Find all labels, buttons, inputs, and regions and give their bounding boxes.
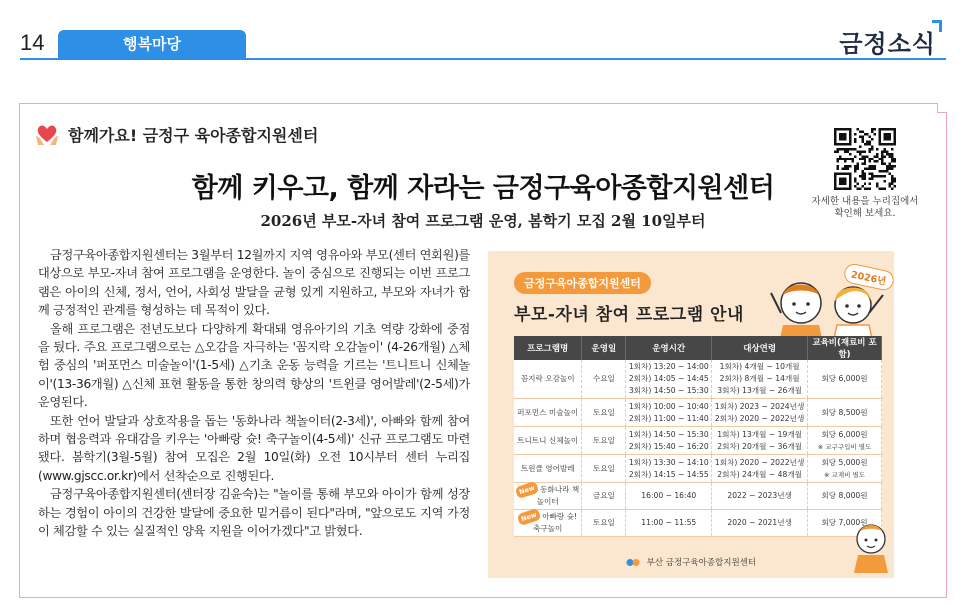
section-tab: 행복마당 <box>58 30 246 58</box>
qr-module <box>869 178 871 180</box>
program-fee-cell <box>808 455 882 483</box>
qr-module <box>864 155 866 157</box>
table-row <box>514 455 882 483</box>
program-times-cell <box>626 510 712 537</box>
program-times-line: 2회차) 11:00 ~ 11:40 <box>628 413 709 423</box>
qr-module <box>874 165 876 167</box>
program-ages-cell <box>712 455 808 483</box>
qr-module <box>864 183 866 185</box>
new-badge: New <box>517 508 541 526</box>
program-day: 금요일 <box>582 483 626 510</box>
qr-module <box>856 183 858 185</box>
magazine-title: 금정소식 <box>839 30 936 58</box>
qr-module <box>884 170 886 172</box>
program-times-cell <box>626 483 712 510</box>
body-paragraph: 또한 언어 발달과 상호작용을 돕는 '동화나라 책놀이터(2-3세)', 아빠와 함께 참여하며 협응력과 유대감을 키우는 '아빠랑 슛! 축구놀이(4-5세)' 신규 프로그램도 마련됐다. 봄학기(3월-5월) 참여 모집은 2월 10일(화) 오전 10시부터 센터 누리집(www.gjscc.or.kr)에서 선착순으로 진행된다. <box>38 413 470 483</box>
program-ages-line: 2회차) 24개월 ~ 48개월 <box>717 469 802 479</box>
qr-module <box>881 170 883 172</box>
qr-module <box>864 143 866 145</box>
qr-module <box>881 163 883 165</box>
qr-module <box>836 168 838 170</box>
qr-module <box>861 150 863 152</box>
qr-module <box>851 148 853 150</box>
qr-caption: 자세한 내용을 누리집에서 확인해 보세요. <box>811 196 919 219</box>
qr-module <box>861 135 863 137</box>
center-logo-icon <box>626 558 640 567</box>
qr-module <box>864 175 866 177</box>
qr-module <box>869 160 871 162</box>
program-fee-cell <box>808 427 882 455</box>
program-ages-line: 2022 ~ 2023년생 <box>727 491 792 500</box>
program-ages-line: 2회차) 8개월 ~ 14개월 <box>719 374 800 383</box>
qr-module <box>871 138 873 140</box>
qr-module <box>889 155 891 157</box>
qr-module <box>854 165 856 167</box>
qr-finder <box>884 133 891 140</box>
qr-module <box>876 185 878 187</box>
qr-module <box>869 173 871 175</box>
column-header: 교육비(재료비 포함) <box>808 336 882 360</box>
heart-hands-icon <box>34 122 60 146</box>
qr-module <box>861 178 863 180</box>
qr-module <box>861 173 863 175</box>
program-ages-line: 1회차) 2020 ~ 2022년생 <box>714 457 805 467</box>
qr-module <box>836 148 838 150</box>
qr-module <box>876 175 878 177</box>
table-row <box>514 427 882 455</box>
qr-module <box>859 175 861 177</box>
qr-module <box>866 155 868 157</box>
program-times-line: 2회차) 14:05 ~ 14:45 <box>628 374 709 383</box>
qr-module <box>871 130 873 132</box>
program-day: 수요일 <box>582 360 626 399</box>
qr-module <box>889 163 891 165</box>
qr-module <box>844 148 846 150</box>
header-divider <box>20 58 946 60</box>
card-footer-text: 부산 금정구육아종합지원센터 <box>646 558 757 568</box>
program-times-line: 1회차) 13:20 ~ 14:00 <box>628 362 709 371</box>
program-fee-line: 회당 8,500원 <box>821 407 868 417</box>
qr-module <box>859 150 861 152</box>
qr-module <box>836 158 838 160</box>
qr-module <box>844 168 846 170</box>
qr-module <box>876 155 878 157</box>
qr-module <box>869 168 871 170</box>
program-fee-line: ※ 교재비 별도 <box>824 470 866 479</box>
qr-module <box>891 160 893 162</box>
column-header: 운영시간 <box>626 336 712 360</box>
column-header: 운영일 <box>582 336 626 360</box>
program-name: 꼼지락 오감놀이 <box>520 374 575 383</box>
qr-module <box>839 155 841 157</box>
program-times-cell <box>626 360 712 399</box>
program-fee-line: 회당 6,000원 <box>821 429 868 439</box>
qr-module <box>886 168 888 170</box>
qr-module <box>856 188 858 190</box>
qr-module <box>849 153 851 155</box>
qr-code-icon[interactable] <box>834 128 896 190</box>
qr-module <box>861 138 863 140</box>
qr-module <box>854 138 856 140</box>
qr-module <box>884 175 886 177</box>
qr-module <box>864 163 866 165</box>
qr-module <box>884 155 886 157</box>
qr-module <box>881 158 883 160</box>
card-footer <box>488 556 894 568</box>
qr-module <box>844 165 846 167</box>
qr-module <box>836 165 838 167</box>
program-fee-line: 회당 5,000원 <box>821 457 868 467</box>
program-times-line: 16:00 ~ 16:40 <box>641 491 697 500</box>
qr-module <box>889 173 891 175</box>
qr-module <box>854 155 856 157</box>
qr-module <box>861 185 863 187</box>
qr-module <box>864 160 866 162</box>
qr-module <box>886 170 888 172</box>
program-name-cell <box>514 455 582 483</box>
qr-module <box>859 130 861 132</box>
qr-module <box>879 158 881 160</box>
qr-module <box>876 148 878 150</box>
qr-module <box>881 188 883 190</box>
qr-module <box>891 168 893 170</box>
qr-module <box>891 178 893 180</box>
year-badge: 2026년 <box>842 262 894 292</box>
program-day: 토요일 <box>582 455 626 483</box>
qr-finder <box>839 178 846 185</box>
qr-module <box>854 185 856 187</box>
qr-finder <box>839 133 846 140</box>
qr-module <box>891 183 893 185</box>
qr-module <box>879 175 881 177</box>
qr-module <box>886 153 888 155</box>
qr-module <box>891 165 893 167</box>
program-times-line: 1회차) 10:00 ~ 10:40 <box>628 401 709 411</box>
qr-module <box>871 158 873 160</box>
qr-module <box>871 178 873 180</box>
program-ages-cell <box>712 399 808 427</box>
qr-module <box>871 148 873 150</box>
qr-module <box>894 185 896 187</box>
program-name: 동화나라 책놀이터 <box>536 485 580 506</box>
qr-module <box>881 160 883 162</box>
qr-module <box>864 178 866 180</box>
qr-module <box>854 170 856 172</box>
program-ages-line: 1회차) 2023 ~ 2024년생 <box>714 401 805 411</box>
program-times-line: 2회차) 14:15 ~ 14:55 <box>628 469 709 479</box>
qr-module <box>844 160 846 162</box>
qr-module <box>854 168 856 170</box>
qr-module <box>854 148 856 150</box>
program-ages-cell <box>712 360 808 399</box>
qr-module <box>864 150 866 152</box>
qr-module <box>836 160 838 162</box>
qr-module <box>871 175 873 177</box>
qr-module <box>894 165 896 167</box>
qr-module <box>854 180 856 182</box>
qr-module <box>856 165 858 167</box>
qr-module <box>869 188 871 190</box>
qr-module <box>884 163 886 165</box>
program-fee-cell <box>808 483 882 510</box>
article-kicker <box>34 122 318 146</box>
qr-module <box>844 158 846 160</box>
qr-module <box>874 155 876 157</box>
program-name: 아빠랑 슛! 축구놀이 <box>533 512 578 533</box>
program-ages-line: 2020 ~ 2021년생 <box>727 518 792 527</box>
qr-module <box>869 135 871 137</box>
qr-module <box>846 148 848 150</box>
program-name-cell <box>514 360 582 399</box>
qr-module <box>874 175 876 177</box>
program-name-cell <box>514 510 582 537</box>
body-paragraph: 올해 프로그램은 전년도보다 다양하게 확대돼 영유아기의 기초 역량 강화에 중점을 뒀다. 주요 프로그램으로는 △오감을 자극하는 '꼼지락 오감놀이' (4-26개월) △체험 중심의 '퍼포먼스 미술놀이'(1-5세) △기초 운동 능력을 기르는 '트니트니 신체놀이'(13-36개월) △신체 표현 활동을 통한 창의력 향상의 '트윈클 영어발레'(2-5세)가 운영된다. <box>38 321 470 410</box>
qr-module <box>871 168 873 170</box>
qr-module <box>854 178 856 180</box>
program-fee-line: ※ 교구구입비 별도 <box>817 442 872 451</box>
qr-module <box>864 173 866 175</box>
program-ages-cell <box>712 483 808 510</box>
qr-module <box>841 148 843 150</box>
qr-module <box>889 183 891 185</box>
qr-module <box>891 180 893 182</box>
qr-module <box>846 168 848 170</box>
qr-module <box>894 160 896 162</box>
article-headline: 함께 키우고, 함께 자라는 금정구육아종합지원센터 <box>191 173 775 204</box>
qr-module <box>891 188 893 190</box>
qr-module <box>849 148 851 150</box>
body-paragraph: 금정구육아종합지원센터(센터장 김윤숙)는 "놀이를 통해 부모와 아이가 함께 성장하는 경험이 아이의 건강한 발달에 중요한 밑거름이 된다"라며, "앞으로도 지역 가정이 체감할 수 있는 실질적인 양육 지원을 이어가겠다"고 밝혔다. <box>38 487 470 539</box>
program-name: 트윈클 영어발레 <box>520 463 575 473</box>
program-name: 트니트니 신체놀이 <box>517 435 579 445</box>
program-fee-cell <box>808 360 882 399</box>
qr-module <box>856 150 858 152</box>
qr-module <box>846 158 848 160</box>
program-fee-line: 회당 7,000원 <box>821 518 868 527</box>
qr-module <box>871 173 873 175</box>
qr-module <box>836 150 838 152</box>
qr-module <box>874 128 876 130</box>
qr-module <box>859 188 861 190</box>
qr-module <box>864 158 866 160</box>
card-center-tag: 금정구육아종합지원센터 <box>514 272 651 294</box>
table-header-row <box>514 336 882 360</box>
qr-module <box>891 153 893 155</box>
qr-module <box>869 165 871 167</box>
qr-module <box>876 183 878 185</box>
qr-module <box>869 143 871 145</box>
qr-module <box>874 133 876 135</box>
program-times-cell <box>626 427 712 455</box>
program-day: 토요일 <box>582 510 626 537</box>
program-times-cell <box>626 455 712 483</box>
qr-module <box>871 145 873 147</box>
qr-module <box>859 135 861 137</box>
table-row <box>514 360 882 399</box>
qr-module <box>889 165 891 167</box>
qr-module <box>889 168 891 170</box>
article-body <box>38 246 470 541</box>
program-card <box>488 251 894 578</box>
qr-module <box>861 170 863 172</box>
qr-module <box>889 185 891 187</box>
body-paragraph: 금정구육아종합지원센터는 3월부터 12월까지 지역 영유아와 부모(센터 연회원)를 대상으로 부모-자녀 참여 프로그램을 운영한다. 놀이 중심으로 진행되는 이번 프로그램은 아이의 신체, 정서, 언어, 사회성 발달을 균형 있게 지원하고, 부모와 자녀가 함께 긍정적인 관계를 형성하는 데 목적이 있다. <box>38 248 470 318</box>
qr-module <box>859 158 861 160</box>
qr-module <box>871 165 873 167</box>
qr-module <box>891 155 893 157</box>
qr-module <box>866 143 868 145</box>
program-day: 토요일 <box>582 399 626 427</box>
qr-module <box>879 188 881 190</box>
qr-module <box>849 158 851 160</box>
qr-module <box>869 148 871 150</box>
qr-module <box>891 175 893 177</box>
qr-module <box>894 178 896 180</box>
qr-module <box>874 168 876 170</box>
qr-module <box>866 133 868 135</box>
qr-module <box>864 133 866 135</box>
table-row <box>514 483 882 510</box>
qr-module <box>861 158 863 160</box>
program-ages-line: 1회차) 13개월 ~ 19개월 <box>717 429 802 439</box>
qr-module <box>861 163 863 165</box>
qr-module <box>866 168 868 170</box>
qr-module <box>869 158 871 160</box>
program-name-cell <box>514 427 582 455</box>
program-times-line: 3회차) 14:50 ~ 15:30 <box>628 386 709 395</box>
program-name-cell <box>514 483 582 510</box>
program-ages-line: 2회차) 2020 ~ 2022년생 <box>714 413 805 423</box>
qr-module <box>851 158 853 160</box>
qr-module <box>841 158 843 160</box>
qr-module <box>854 140 856 142</box>
program-ages-cell <box>712 510 808 537</box>
title-corner-decoration <box>932 20 942 32</box>
qr-module <box>891 148 893 150</box>
qr-module <box>876 153 878 155</box>
program-ages-line: 2회차) 20개월 ~ 36개월 <box>717 441 802 451</box>
program-times-cell <box>626 399 712 427</box>
qr-module <box>884 180 886 182</box>
qr-module <box>869 183 871 185</box>
qr-module <box>866 140 868 142</box>
qr-module <box>846 165 848 167</box>
qr-module <box>856 128 858 130</box>
table-row <box>514 510 882 537</box>
program-ages-line: 1회차) 4개월 ~ 10개월 <box>719 362 800 371</box>
qr-module <box>874 160 876 162</box>
new-badge: New <box>515 481 539 499</box>
article-subhead: 2026년 부모-자녀 참여 프로그램 운영, 봄학기 모집 2월 10일부터 <box>260 212 706 230</box>
program-fee-line: 회당 6,000원 <box>821 374 868 383</box>
qr-module <box>881 155 883 157</box>
program-times-line: 1회차) 13:30 ~ 14:10 <box>628 457 709 467</box>
qr-module <box>869 140 871 142</box>
qr-module <box>861 140 863 142</box>
qr-module <box>884 150 886 152</box>
qr-module <box>849 165 851 167</box>
qr-module <box>856 168 858 170</box>
qr-module <box>851 160 853 162</box>
qr-module <box>866 188 868 190</box>
qr-module <box>894 158 896 160</box>
program-ages-line: 3회차) 13개월 ~ 26개월 <box>717 386 802 395</box>
qr-module <box>884 148 886 150</box>
frame-corner-fold <box>937 103 947 113</box>
qr-module <box>861 130 863 132</box>
kicker-text: 함께가요! 금정구 육아종합지원센터 <box>68 125 319 145</box>
page-header <box>0 0 966 72</box>
program-fee-cell <box>808 399 882 427</box>
column-header: 대상연령 <box>712 336 808 360</box>
qr-module <box>869 150 871 152</box>
qr-module <box>861 175 863 177</box>
qr-module <box>881 175 883 177</box>
qr-module <box>891 158 893 160</box>
qr-module <box>834 150 836 152</box>
program-times-line: 1회차) 14:50 ~ 15:30 <box>628 429 709 439</box>
qr-module <box>846 150 848 152</box>
program-times-line: 2회차) 15:40 ~ 16:20 <box>628 441 709 451</box>
qr-module <box>881 153 883 155</box>
qr-module <box>879 170 881 172</box>
qr-module <box>864 168 866 170</box>
qr-module <box>886 165 888 167</box>
program-name: 퍼포먼스 미술놀이 <box>517 407 579 417</box>
qr-module <box>844 150 846 152</box>
program-day: 토요일 <box>582 427 626 455</box>
qr-module <box>839 148 841 150</box>
program-times-line: 11:00 ~ 11:55 <box>641 518 697 527</box>
program-table <box>514 336 882 537</box>
program-fee-line: 회당 8,000원 <box>821 491 868 500</box>
column-header: 프로그램명 <box>514 336 582 360</box>
qr-module <box>859 145 861 147</box>
qr-module <box>864 188 866 190</box>
qr-module <box>876 160 878 162</box>
qr-module <box>871 128 873 130</box>
qr-module <box>839 158 841 160</box>
qr-module <box>894 180 896 182</box>
qr-module <box>861 155 863 157</box>
qr-module <box>881 150 883 152</box>
qr-module <box>841 168 843 170</box>
qr-module <box>854 133 856 135</box>
qr-module <box>884 188 886 190</box>
page-number: 14 <box>20 30 45 55</box>
card-title: 부모-자녀 참여 프로그램 안내 <box>514 305 744 325</box>
table-row <box>514 399 882 427</box>
qr-module <box>886 150 888 152</box>
qr-module <box>889 153 891 155</box>
program-name-cell <box>514 399 582 427</box>
qr-module <box>856 163 858 165</box>
program-ages-cell <box>712 427 808 455</box>
qr-module <box>859 153 861 155</box>
